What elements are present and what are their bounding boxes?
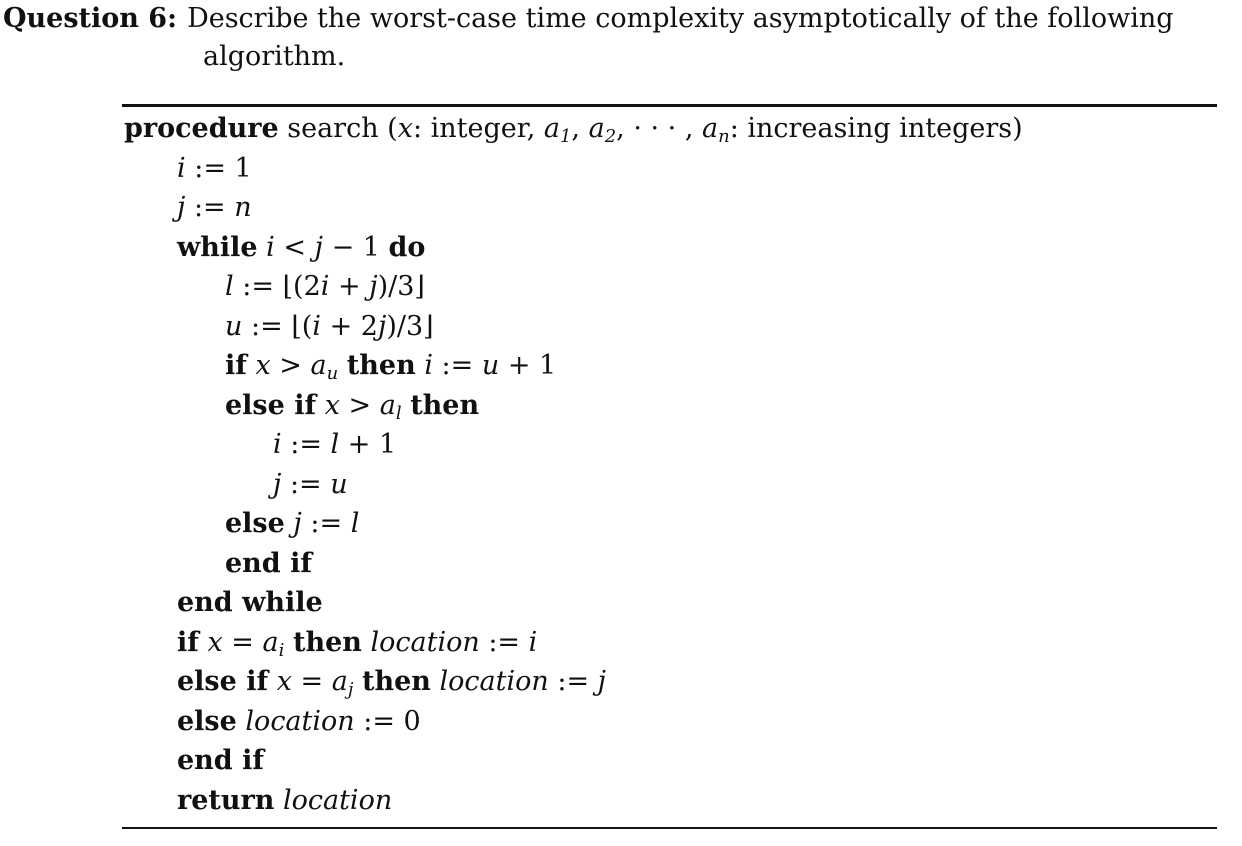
math-var: j xyxy=(369,271,378,302)
code-text: := ⌊( xyxy=(242,310,313,342)
keyword: else if xyxy=(225,389,317,421)
math-var: i xyxy=(266,231,275,263)
keyword: if xyxy=(177,626,199,658)
math-var: x xyxy=(276,666,292,697)
subscript: j xyxy=(347,679,354,700)
math-var: location xyxy=(245,705,355,737)
keyword: end if xyxy=(225,547,312,579)
math-var: l xyxy=(350,508,360,539)
code-text: := xyxy=(185,192,235,223)
keyword: do xyxy=(388,231,426,263)
keyword: then xyxy=(346,350,416,381)
code-text: := 1 xyxy=(185,152,252,184)
math-var: x xyxy=(397,113,413,144)
math-var: x xyxy=(207,626,223,658)
keyword: then xyxy=(362,666,431,697)
code-text: , xyxy=(571,113,589,144)
algorithm-line xyxy=(177,782,392,820)
keyword: return xyxy=(177,784,275,816)
algorithm-line xyxy=(177,663,606,701)
math-var: a xyxy=(588,113,605,144)
code-text xyxy=(268,666,277,697)
subscript: n xyxy=(718,126,730,147)
algorithm-line xyxy=(225,505,359,543)
code-text: < xyxy=(274,231,315,263)
math-var: i xyxy=(312,310,321,342)
algorithm-line xyxy=(177,229,425,267)
algorithm-line xyxy=(225,308,434,346)
keyword: else xyxy=(177,705,237,737)
algorithm-line xyxy=(225,347,556,385)
algorithm-line xyxy=(177,742,264,780)
math-var: l xyxy=(225,271,234,302)
code-text: : increasing integers) xyxy=(729,113,1023,144)
code-text: := xyxy=(281,429,331,460)
question-label: Question 6: xyxy=(3,3,178,34)
algorithm-line xyxy=(177,189,252,227)
keyword: then xyxy=(292,626,362,658)
math-var: j xyxy=(177,192,186,223)
code-text xyxy=(353,666,362,697)
keyword: else xyxy=(225,508,285,539)
code-text xyxy=(258,232,267,263)
algorithm-line xyxy=(225,387,479,425)
code-text: + xyxy=(329,271,370,302)
keyword: else if xyxy=(177,666,269,697)
math-var: j xyxy=(273,468,282,500)
math-var: u xyxy=(330,468,348,500)
algorithm-line xyxy=(273,466,348,504)
algorithm-top-rule xyxy=(122,104,1217,107)
math-var: a xyxy=(262,626,279,658)
subscript: u xyxy=(326,363,339,384)
code-text: : integer, xyxy=(412,113,544,144)
question-text-line1: Describe the worst-case time complexity asymptotically of the following xyxy=(187,3,1174,34)
code-text: , · · · , xyxy=(616,113,702,144)
algorithm-line xyxy=(177,584,323,622)
math-var: j xyxy=(377,310,387,342)
algorithm-line xyxy=(225,268,425,306)
math-var: j xyxy=(314,231,323,263)
code-text: := xyxy=(432,350,482,381)
math-var: i xyxy=(320,271,330,302)
keyword: end if xyxy=(177,745,264,776)
keyword: if xyxy=(225,350,247,381)
math-var: location xyxy=(282,784,393,816)
keyword: end while xyxy=(177,587,323,618)
question-text-line2: algorithm. xyxy=(203,41,346,72)
subscript: i xyxy=(278,639,285,661)
code-text: = xyxy=(291,666,332,697)
algorithm-line xyxy=(225,545,312,583)
code-text: := xyxy=(301,508,351,539)
math-var: i xyxy=(273,429,282,460)
code-text: )/3⌋ xyxy=(377,271,425,302)
math-var: a xyxy=(379,389,396,421)
math-var: x xyxy=(255,350,271,381)
code-text: := xyxy=(479,626,529,658)
math-var: a xyxy=(310,350,327,381)
code-text: + 1 xyxy=(499,350,557,381)
subscript: 2 xyxy=(604,126,617,147)
algorithm-line xyxy=(124,110,1023,148)
code-text: search ( xyxy=(278,113,398,144)
math-var: location xyxy=(439,666,549,697)
math-var: j xyxy=(597,666,607,697)
math-var: n xyxy=(234,192,252,223)
code-text xyxy=(338,350,347,381)
math-var: a xyxy=(701,113,719,144)
code-text xyxy=(431,666,440,697)
keyword: procedure xyxy=(124,113,279,144)
code-text: := 0 xyxy=(354,705,421,737)
question-block xyxy=(3,0,1233,76)
code-text xyxy=(316,390,325,421)
math-var: l xyxy=(330,429,340,460)
algorithm-line xyxy=(273,426,396,464)
math-var: u xyxy=(225,310,243,342)
math-var: location xyxy=(370,626,480,658)
code-text xyxy=(274,785,283,816)
code-text: = xyxy=(222,626,263,658)
keyword: while xyxy=(177,231,258,263)
math-var: i xyxy=(424,350,433,381)
math-var: x xyxy=(324,389,340,421)
code-text: := xyxy=(548,666,598,697)
code-text: := ⌊(2 xyxy=(233,271,321,302)
code-text: > xyxy=(270,350,311,381)
math-var: i xyxy=(177,152,186,184)
code-text: + 1 xyxy=(339,429,397,460)
code-text: )/3⌋ xyxy=(386,310,434,342)
math-var: a xyxy=(543,113,560,144)
math-var: i xyxy=(528,626,538,658)
math-var: u xyxy=(481,350,500,381)
keyword: then xyxy=(410,389,480,421)
algorithm-line xyxy=(177,703,421,741)
algorithm-line xyxy=(177,624,537,662)
algorithm-bottom-rule xyxy=(122,827,1217,829)
math-var: a xyxy=(331,666,348,697)
code-text: − 1 xyxy=(322,231,389,263)
math-var: j xyxy=(293,508,302,539)
code-text xyxy=(402,390,411,421)
algorithm-line xyxy=(177,150,252,188)
code-text: := xyxy=(281,468,331,500)
code-text: > xyxy=(339,389,380,421)
subscript: l xyxy=(395,402,402,424)
code-text: + 2 xyxy=(320,310,378,342)
subscript: 1 xyxy=(559,126,572,147)
code-text xyxy=(284,627,293,658)
